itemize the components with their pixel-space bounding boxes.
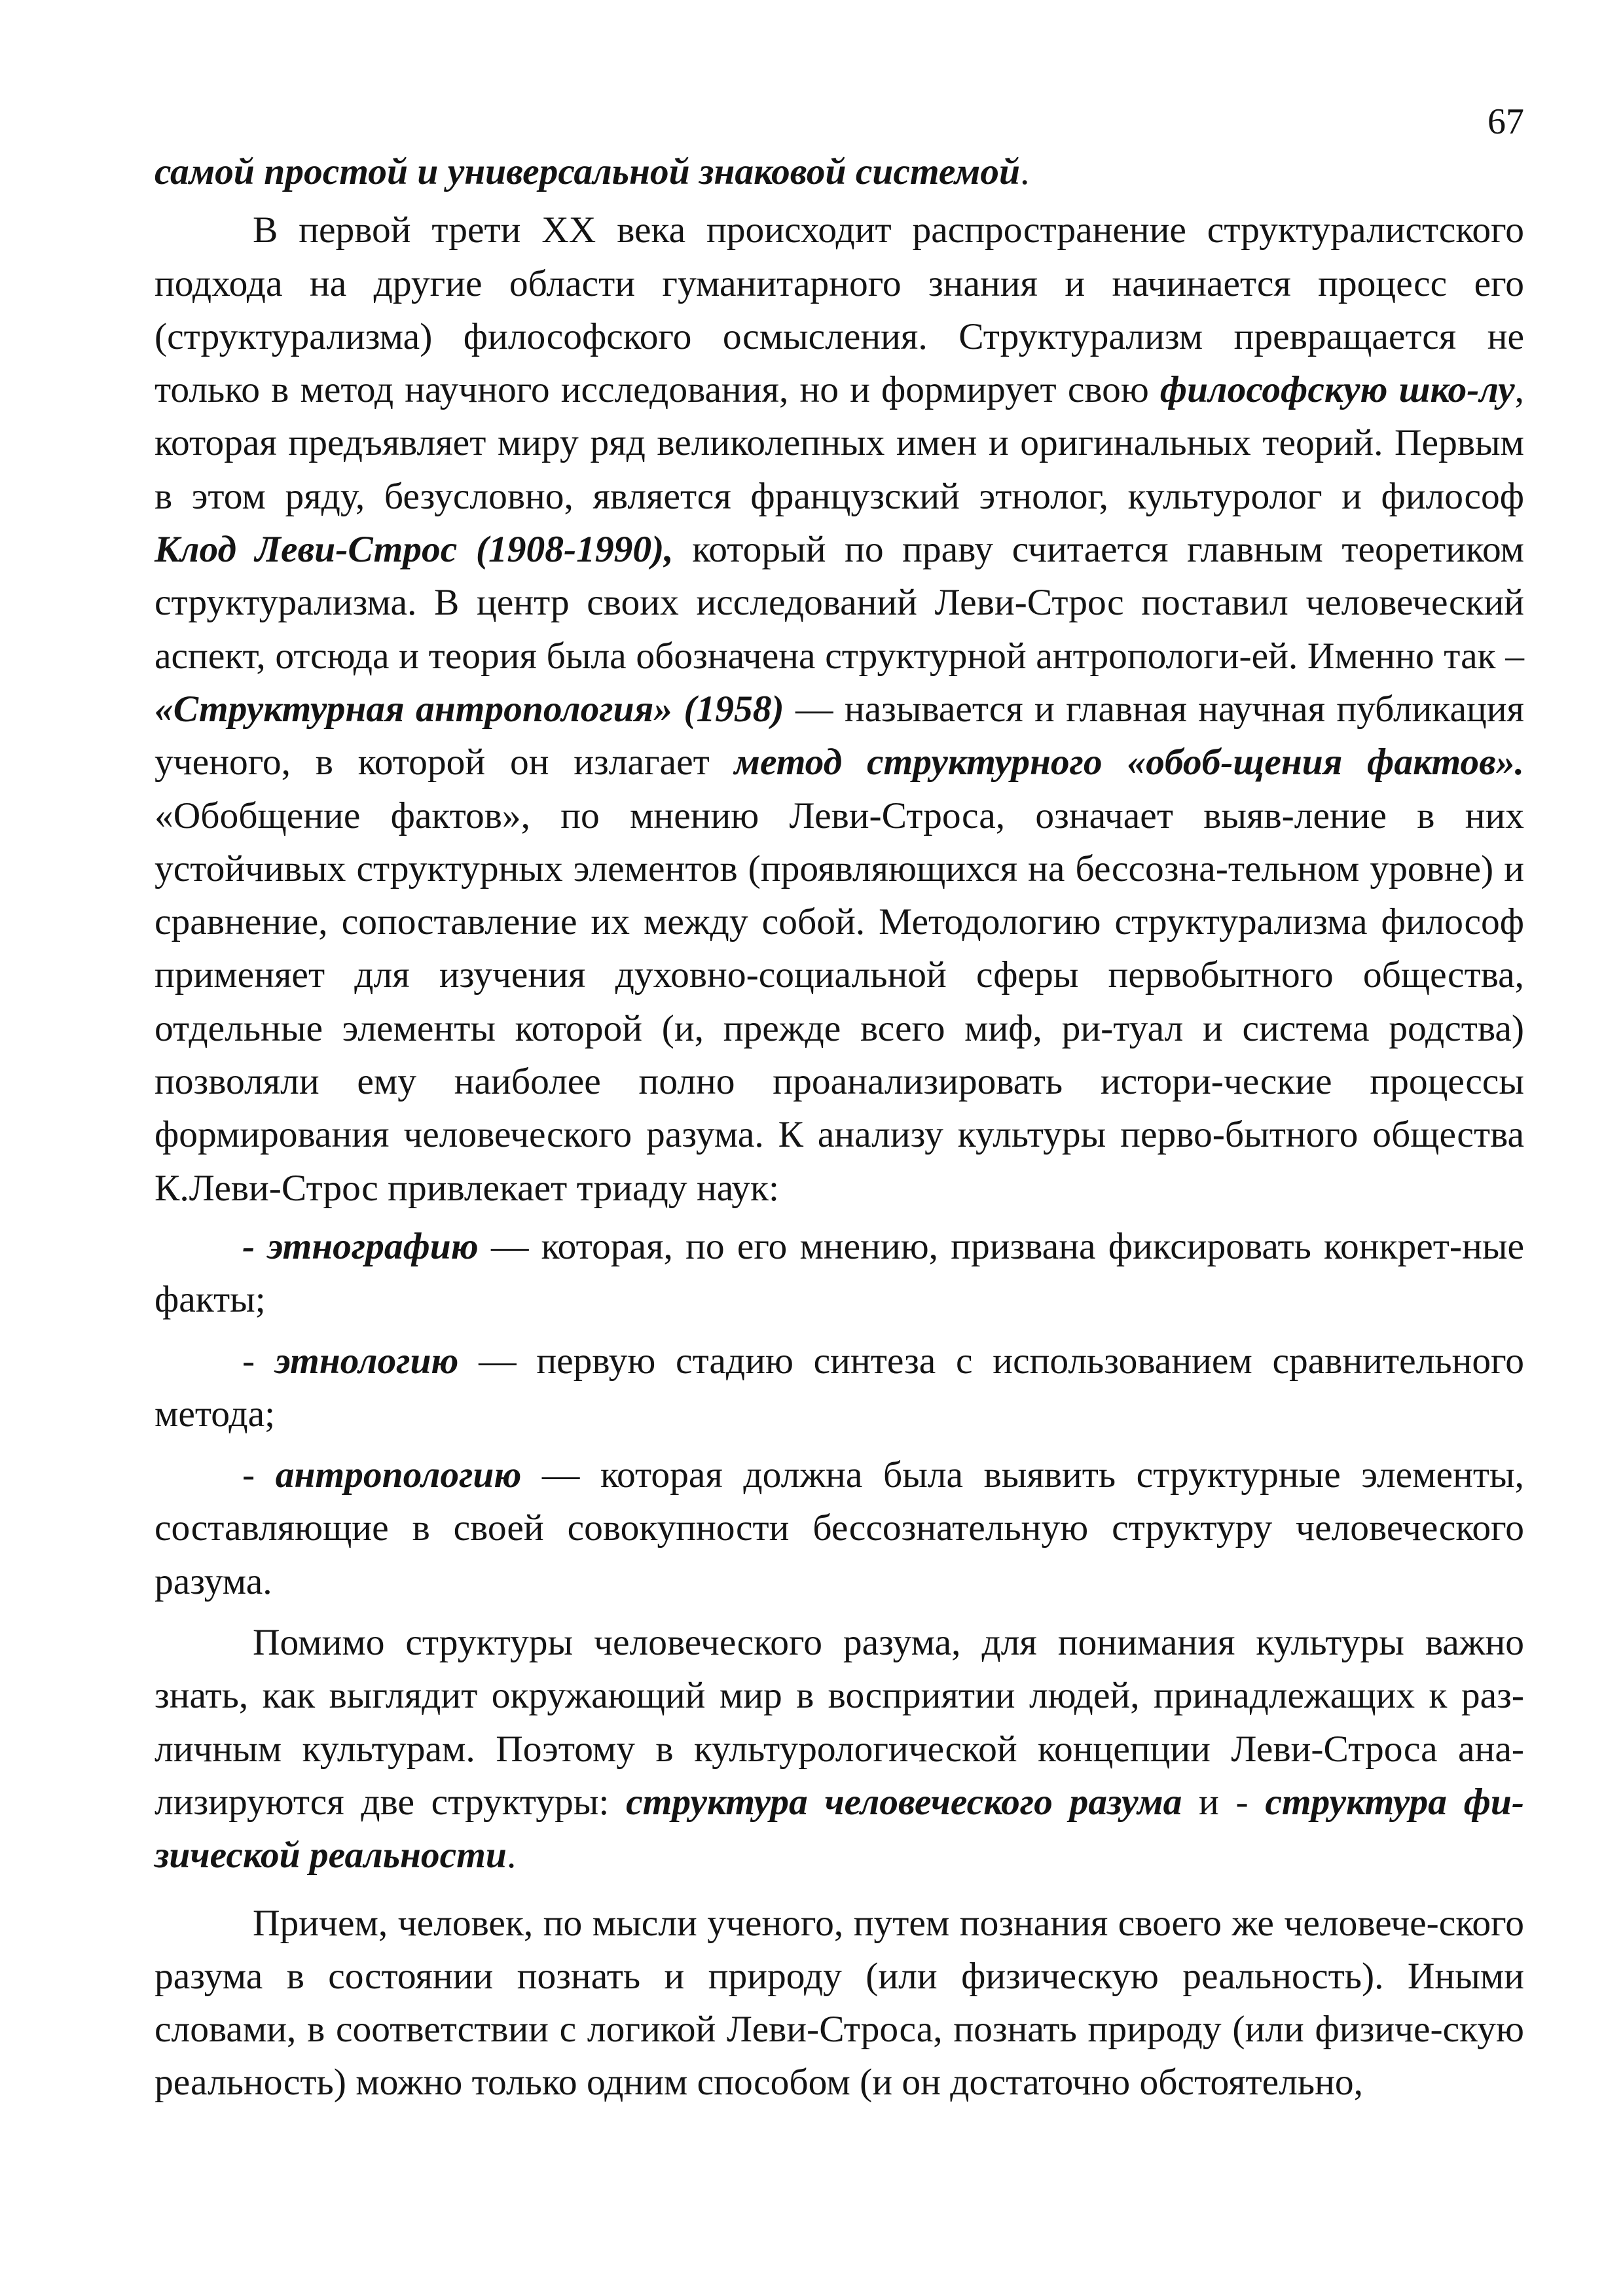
text-segment: антропологию <box>275 1454 522 1496</box>
text-segment: философскую шко-лу <box>1159 369 1515 411</box>
text-segment: — первую стадию синтеза с использованием сравнительного метода; <box>155 1340 1524 1435</box>
text-segment: - этнографию <box>242 1225 479 1267</box>
text-segment: , которая предъявляет миру ряд великолепных имен и оригинальных теорий. Первым в этом ряду, безусловно, является французский этнолог, культуролог и философ <box>155 369 1524 517</box>
list-item-ethnography <box>155 1220 1524 1327</box>
text-segment: — которая, по его мнению, призвана фиксировать конкрет-ные факты; <box>155 1225 1524 1321</box>
text-segment: структура человеческого разума <box>626 1781 1182 1823</box>
text-segment: Причем, человек, по мысли ученого, путем познания своего же человече-ского разума в состоянии познать и природу (или физическую реальность). Иными словами, в соответствии с логикой Леви-Строса, познать природу (или физиче-скую реальность) можно только одним способом (и он достаточно обстоятельно, <box>155 1902 1524 2104</box>
text-segment: самой простой и универсальной знаковой системой <box>155 151 1021 192</box>
paragraph-continuation <box>155 145 1524 198</box>
text-segment: . <box>1020 151 1030 192</box>
text-segment: Помимо структуры человеческого разума, для понимания культуры важно знать, как выглядит окружающий мир в восприятии людей, принадлежащих к раз-личным культурам. Поэтому в культурологической концепции Леви-Строса ана-лизируются две структуры: <box>155 1622 1524 1823</box>
paragraph-knowing-nature <box>155 1897 1524 2109</box>
text-segment: который по праву считается главным теоретиком структурализма. В центр своих исследований Леви-Строс поставил человеческий аспект, отсюда и теория была обозначена структурной антропологи-ей. Именно так – <box>155 529 1524 677</box>
text-segment: — называется и главная научная публикация ученого, в которой он излагает <box>155 688 1524 783</box>
paragraph-structuralism-spread <box>155 204 1524 1215</box>
text-segment: «Обобщение фактов», по мнению Леви-Строса, означает выяв-ление в них устойчивых структурных элементов (проявляющихся на бессозна-тельном уровне) и сравнение, сопоставление их между собой. Методологию структурализма философ применяет для изучения духовно-социальной сферы первобытного общества, отдельные элементы которой (и, прежде всего миф, ри-туал и система родства) позволяли ему наиболее полно проанализировать истори-ческие процессы формирования человеческого разума. К анализу культуры перво-бытного общества К.Леви-Строс привлекает триаду наук: <box>155 795 1524 1209</box>
page-number: 67 <box>1487 101 1524 142</box>
text-segment: . <box>506 1835 517 1876</box>
paragraph-two-structures <box>155 1616 1524 1882</box>
text-segment: и - <box>1182 1781 1266 1823</box>
list-item-ethnology <box>155 1335 1524 1441</box>
text-segment: - <box>242 1340 275 1382</box>
document-body <box>155 145 1524 2109</box>
text-segment: структура фи-зической реальности <box>155 1781 1524 1876</box>
text-segment: В первой трети XX века происходит распространение структуралистского подхода на другие области гуманитарного знания и начинается процесс его (структурализма) философского осмысления. Структурализм превращается не только в метод научного исследования, но и формирует свою <box>155 209 1524 411</box>
text-segment: Клод Леви-Строс (1908-1990), <box>155 529 674 571</box>
text-segment: этнологию <box>274 1340 459 1382</box>
list-item-anthropology <box>155 1448 1524 1608</box>
text-segment: «Структурная антропология» (1958) <box>155 688 784 730</box>
text-segment: метод структурного «обоб-щения фактов». <box>734 742 1524 783</box>
text-segment: - <box>242 1454 276 1496</box>
text-segment: — которая должна была выявить структурные элементы, составляющие в своей совокупности бессознательную структуру человеческого разума. <box>155 1454 1524 1602</box>
